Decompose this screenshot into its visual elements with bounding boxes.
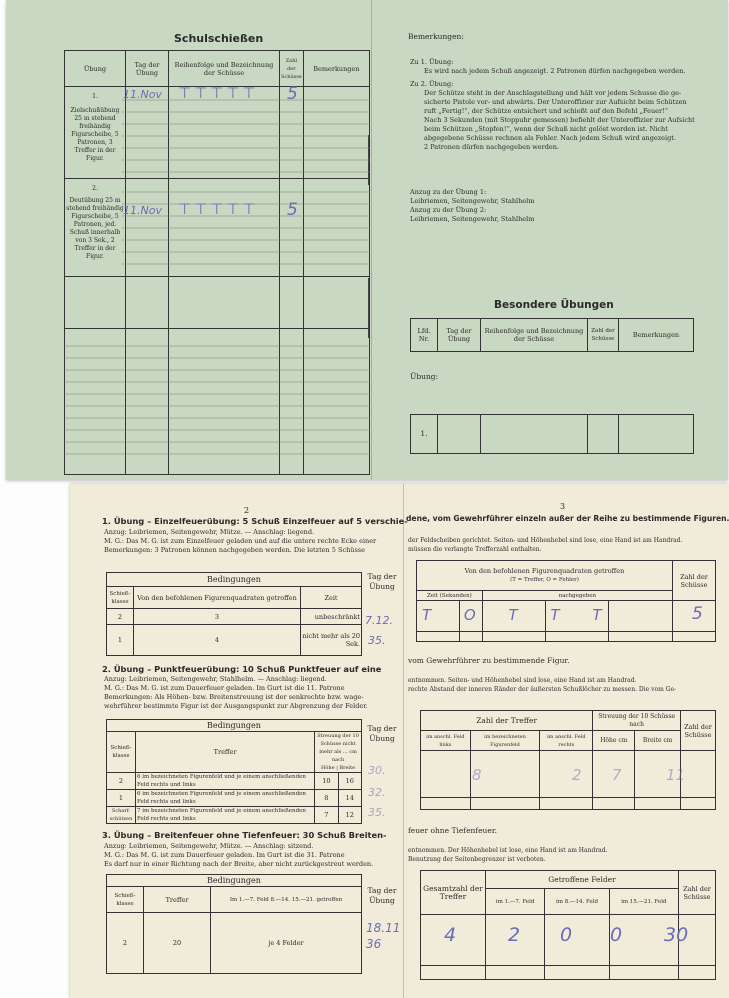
exercise-title: 2. Übung – Punktfeuerübung: 10 Schuß Punktfeuer auf eine [102, 664, 382, 674]
col-header: Im 1.—7. Feld 8.—14. 15.—21. getroffen [211, 887, 362, 913]
col-header: Zahl der Treffer [421, 711, 593, 731]
green-booklet [6, 0, 728, 480]
handwritten-mark: 11 [666, 766, 686, 784]
conditions-table [106, 719, 362, 824]
date-column-header: Tag der Übung [367, 886, 397, 905]
note-line: 2 Patronen dürfen nachgegeben werden. [424, 143, 559, 151]
continuation-line: müssen die verlangte Trefferzahl enthalten. [408, 546, 542, 553]
handwritten-mark: 2 [572, 766, 582, 784]
col-header: Schieß-klasse [107, 732, 136, 773]
remarks-heading: Bemerkungen: [408, 32, 464, 41]
handwritten-total: 4 [444, 924, 457, 946]
handwritten-date: 7.12. [365, 614, 393, 627]
dress-line: Leibriemen, Seitengewehr, Stahlhelm [410, 215, 535, 223]
dress-line: Anzug zu der Übung 2: [410, 206, 487, 214]
table-cell: 7 [315, 807, 338, 824]
table-cell: 8 [315, 790, 338, 807]
col-header: im bezeichneten Figurenfeld [470, 731, 540, 751]
col-header: Streuung der 10 Schüsse nach [593, 711, 681, 731]
page-title: Schulschießen [174, 32, 264, 45]
table-cell: 1 [107, 625, 134, 656]
col-header: Zahl der Schüsse [280, 51, 304, 87]
instruction-line: Bemerkungen: 3 Patronen können nachgegeben werden. Die letzten 5 Schüsse [104, 546, 365, 554]
dress-line: Anzug zu der Übung 1: [410, 188, 487, 196]
instruction-line: M. G.: Das M. G. ist zum Dauerfeuer geladen. Im Gurt ist die 11. Patrone [104, 684, 345, 692]
handwritten-field-count: 0 [560, 924, 573, 946]
col-header: Zahl der Schüsse [588, 319, 619, 352]
continuation-line: dene, vom Gewehrführer einzeln außer der Reihe zu bestimmende Figuren. [406, 514, 729, 523]
note-text: Es wird nach jedem Schuß angezeigt. 2 Patronen dürfen nachgegeben werden. [424, 67, 686, 75]
instruction-line: Anzug: Leibriemen, Seitengewehr, Mütze. — Anschlag: sitzend. [104, 842, 314, 850]
header-text: Streuung der 10 Schüsse nicht mehr als ... cm nach [317, 733, 359, 763]
instruction-line: Anzug: Leibriemen, Seitengewehr, Mütze. — Anschlag: liegend. [104, 528, 315, 536]
exercise-instructions [104, 528, 376, 555]
col-header: Zahl der Schüsse [679, 871, 716, 915]
table-title: Bedingungen [107, 573, 362, 587]
handwritten-shots: ⊤⊤⊤⊤⊤ [178, 200, 259, 218]
page-number: 3 [560, 502, 566, 511]
table-cell: Scharf-schützen [107, 807, 136, 824]
col-header: Von den befohlenen Figurenquadraten getroffen [134, 587, 301, 609]
results-table [420, 710, 716, 810]
col-header: Zahl der Schüsse [681, 711, 716, 751]
table-cell: 7 im bezeichneten Figurenfeld und je einem anschließenden Feld rechts und links [136, 807, 315, 824]
ruled-lines [6, 0, 371, 480]
cream-booklet [70, 484, 729, 998]
note-line: abgegebene Schüsse rechnen als Fehler. Nach jedem Schuß wird angezeigt. [424, 134, 676, 142]
handwritten-shots: ⊤⊤⊤⊤⊤ [178, 84, 259, 102]
col-header: Tag der Übung [438, 319, 481, 352]
note-heading: Zu 1. Übung: [410, 58, 454, 66]
instruction-line: M. G.: Das M. G. ist zum Einzelfeuer geladen und auf die untere rechte Ecke einer [104, 537, 377, 545]
exercise-description: Deutübung 25 m stehend freihändig Figurscheibe, 5 Patronen, jed. Schuß innerhalb von 3 Sek., 2 Treffer in der Figur. [66, 197, 124, 260]
results-table [416, 560, 716, 642]
table-title: Bedingungen [107, 720, 362, 732]
col-header: Reihenfolge und Bezeichnung der Schüsse [481, 319, 588, 352]
col-header: im 8.—14. Feld [545, 889, 609, 915]
table-cell: 20 [144, 913, 211, 974]
continuation-line: der Feldscheiben gerichtet. Seiten- und Höhenhebel sind lose, eine Hand ist am Handrad. [408, 537, 683, 544]
exercise-title: 3. Übung – Breitenfeuer ohne Tiefenfeuer: 30 Schuß Breiten- [102, 830, 387, 840]
col-header: im 1.—7. Feld [486, 889, 545, 915]
table-cell: 10 [315, 773, 338, 790]
handwritten-mark: 7 [612, 766, 622, 784]
conditions-table [106, 874, 362, 974]
col-header: Streuung der 10 Schüsse nicht mehr als ... cm nach Höhe | Breite [315, 732, 362, 773]
col-header: Lfd. Nr. [411, 319, 438, 352]
handwritten-date: 32. [368, 786, 386, 799]
exercise-description: Zielschußübung 25 m stehend freihändig Figurscheibe, 5 Patronen, 3 Treffer in der Figur. [70, 107, 120, 162]
table-cell: 6 im bezeichneten Figurenfeld und je einem anschließenden Feld rechts und links [136, 773, 315, 790]
table-cell: 16 [338, 773, 361, 790]
note-line: beim Schützen „Stopfen!“, wenn der Schuß nicht gelöst worden ist. Nicht [424, 125, 668, 133]
dress-line: Leibriemen, Seitengewehr, Stahlhelm [410, 197, 535, 205]
exercise-instructions [104, 675, 368, 711]
col-header: Gesamtzahl der Treffer [421, 871, 486, 915]
handwritten-marks: T O T T T [422, 606, 616, 624]
exercise-label: Übung: [410, 372, 439, 381]
continuation-line: Benutzung der Seitenbegrenzer ist verboten. [408, 856, 546, 863]
continuation-line: vom Gewehrführer zu bestimmende Figur. [408, 656, 570, 665]
conditions-table [106, 572, 362, 656]
special-exercises-header [410, 318, 694, 352]
table-cell: 14 [338, 790, 361, 807]
continuation-line: rechte Abstand der inneren Ränder der äußersten Schußlöcher zu messen. Die vom Ge- [408, 686, 677, 693]
table-cell: 12 [338, 807, 361, 824]
col-header: Getroffene Felder [486, 871, 679, 889]
handwritten-date: 30. [368, 764, 386, 777]
dress-notes [410, 188, 534, 224]
note-line: Nach 3 Sekunden (mit Stoppuhr gemessen) befiehlt der Unteroffizier zur Aufsicht [424, 116, 695, 124]
continuation-line: entnommen. Der Höhenhebel ist lose, eine Hand ist am Handrad. [408, 847, 608, 854]
exercise-instructions [104, 842, 373, 869]
booklet-spine [403, 484, 404, 998]
header-text: Breite [339, 765, 356, 771]
note-line: ruft „Fertig!“, der Schütze entsichert und schießt auf den Befehl „Feuer!“ [424, 107, 669, 115]
table-cell: 6 im bezeichneten Figurenfeld und je einem anschließenden Feld rechts und links [136, 790, 315, 807]
instruction-line: Es darf nur in einer Richtung nach der Breite, aber nicht zurückgestreut werden. [104, 860, 374, 868]
table-cell: nicht mehr als 20 Sek. [301, 625, 362, 656]
date-column-header: Tag der Übung [367, 724, 397, 743]
col-header: Schieß-klasse [107, 887, 144, 913]
table-cell: 2 [107, 773, 136, 790]
handwritten-date: 11.Nov [123, 88, 162, 101]
instruction-line: wehrführer bestimmte Figur ist der Ausgangspunkt zur Abgrenzung der Felder. [104, 702, 368, 710]
booklet-spine [371, 0, 372, 480]
date-column-header: Tag der Übung [367, 572, 397, 591]
table-cell: 4 [134, 625, 301, 656]
col-header: Breite cm [635, 731, 681, 751]
col-header: Treffer [136, 732, 315, 773]
note-heading: Zu 2. Übung: [410, 80, 454, 88]
table-cell: 1 [107, 790, 136, 807]
table-title: Bedingungen [107, 875, 362, 887]
col-header: Reihenfolge und Bezeichnung der Schüsse [169, 51, 280, 87]
note-line: Der Schütze steht in der Anschlagstellung und hält vor jedem Schusse die ge- [424, 89, 682, 97]
col-header: Übung [65, 51, 126, 87]
header-text: (T = Treffer, O = Fehler) [510, 577, 579, 583]
col-header: im anschl. Feld rechts [540, 731, 593, 751]
col-header: Höhe cm [593, 731, 635, 751]
special-exercises-row [410, 414, 694, 454]
table-cell: 2 [107, 609, 134, 625]
exercise-number: 2. [92, 185, 98, 192]
col-header: Tag der Übung [126, 51, 169, 87]
table-cell: unbeschränkt [301, 609, 362, 625]
note-paragraph [424, 89, 695, 152]
note-line: sicherte Pistole vor- und abwärts. Der Unteroffizier zur Aufsicht beim Schützen [424, 98, 687, 106]
col-header: im 15.—21. Feld [609, 889, 678, 915]
special-exercises-title: Besondere Übungen [494, 299, 614, 311]
continuation-line: entnommen. Seiten- und Höhenhebel sind lose, eine Hand ist am Handrad. [408, 677, 637, 684]
handwritten-field-count: 2 [508, 924, 521, 946]
handwritten-count: 30 [664, 924, 689, 946]
col-header: Treffer [144, 887, 211, 913]
exercise-title: 1. Übung – Einzelfeuerübung: 5 Schuß Einzelfeuer auf 5 verschie- [102, 516, 408, 526]
col-header: im anschl. Feld links [421, 731, 471, 751]
handwritten-field-count: 0 [610, 924, 623, 946]
handwritten-count: 5 [692, 604, 703, 624]
col-header: nachgegeben [482, 591, 672, 601]
col-header: Schieß-klasse [107, 587, 134, 609]
page-number: 2 [244, 506, 250, 515]
handwritten-date: 18.11 36 [366, 921, 401, 951]
table-cell: je 4 Felder [211, 913, 362, 974]
header-text: Höhe [321, 765, 335, 771]
col-header: Bemerkungen [303, 51, 369, 87]
handwritten-count: 5 [287, 84, 298, 104]
handwritten-date: 35. [368, 634, 386, 647]
handwritten-mark: 8 [472, 766, 482, 784]
col-header: Zeit (Sekunden) [417, 591, 483, 601]
instruction-line: M. G.: Das M. G. ist zum Dauerfeuer geladen. Im Gurt ist die 31. Patrone [104, 851, 345, 859]
handwritten-count: 5 [287, 200, 298, 220]
exercise-number: 1. [92, 93, 98, 100]
col-header [417, 561, 673, 591]
handwritten-date: 35. [368, 806, 386, 819]
handwritten-date: 11.Nov [123, 204, 162, 217]
table-cell: 3 [134, 609, 301, 625]
instruction-line: Bemerkungen: Als Höhen- bzw. Breitenstreuung ist der senkrechte bzw. wage- [104, 693, 364, 701]
continuation-line: feuer ohne Tiefenfeuer. [408, 826, 497, 835]
table-cell: 2 [107, 913, 144, 974]
col-header: Zahl der Schüsse [673, 561, 716, 601]
col-header: Bemerkungen [619, 319, 694, 352]
header-text: Von den befohlenen Figurenquadraten getroffen [464, 567, 625, 575]
row-number: 1. [411, 415, 438, 454]
col-header: Zeit [301, 587, 362, 609]
instruction-line: Anzug: Leibriemen, Seitengewehr, Stahlhelm. — Anschlag: liegend. [104, 675, 327, 683]
